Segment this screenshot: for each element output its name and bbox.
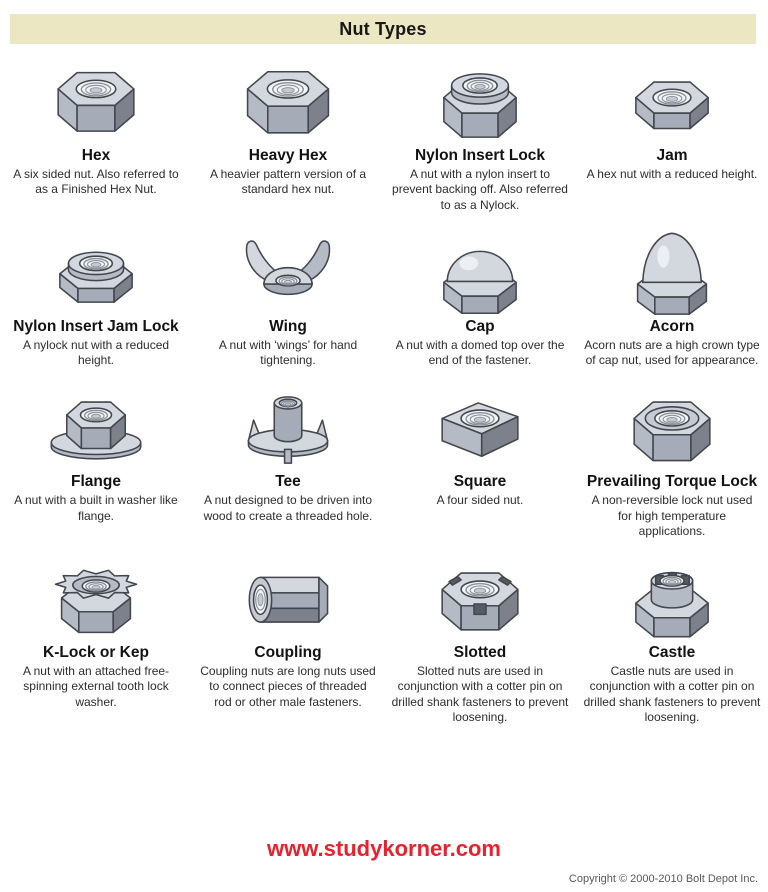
nylon-insert-lock-nut-icon [391,56,569,144]
nut-description: A nut with a built in washer like flange. [14,493,178,523]
nut-name: K-Lock or Kep [43,644,149,662]
nut-description: A nylock nut with a reduced height. [22,337,170,368]
nut-name: Flange [71,473,121,491]
castle-nut-icon [583,553,761,641]
nut-card-castle [576,553,768,725]
nut-description: A nut designed to be driven into wood to create a threaded hole. [203,493,373,523]
nut-description: Acorn nuts are a high crown type of cap nut, used for appearance. [584,337,760,368]
nut-description: Slotted nuts are used in conjunction with a cotter pin on drilled shank fasteners to prevent loosening. [391,664,569,725]
nut-name: Acorn [649,317,695,335]
nut-description: Castle nuts are used in conjunction with a cotter pin on drilled shank fasteners to prevent loosening. [583,664,761,725]
prevailing-torque-lock-nut-icon [583,382,761,470]
nut-card-nylon-insert-jam-lock [0,227,192,369]
nut-name: Nylon Insert Jam Lock [13,317,179,335]
nut-description: Coupling nuts are long nuts used to connect pieces of threaded rod or other male fasteners. [200,664,376,709]
nut-card-flange [0,382,192,539]
nut-description: A nut with a domed top over the end of the fastener. [395,337,565,368]
nut-name: Prevailing Torque Lock [586,473,758,491]
flange-nut-icon [7,382,185,470]
coupling-nut-icon [199,553,377,641]
nut-description: A nut with a nylon insert to prevent backing off. Also referred to as a Nylock. [392,166,568,212]
nut-card-prevailing-torque-lock [576,382,768,539]
slotted-nut-icon [391,553,569,641]
nut-card-k-lock [0,553,192,725]
hex-nut-icon [7,56,185,144]
nut-card-cap [384,227,576,369]
acorn-nut-icon [583,227,761,315]
square-nut-icon [391,382,569,470]
nut-grid [0,56,768,726]
title-bar [10,14,756,44]
nut-name: Nylon Insert Lock [414,147,546,164]
nut-card-square [384,382,576,539]
copyright-text: Copyright © 2000-2010 Bolt Depot Inc. [568,873,758,885]
nut-card-slotted [384,553,576,725]
nut-card-heavy-hex [192,56,384,213]
page-title: Nut Types [339,18,427,39]
nut-name: Square [453,473,507,491]
nut-name: Heavy Hex [248,147,328,164]
wing-nut-icon [199,227,377,315]
tee-nut-icon [199,382,377,470]
nut-card-acorn [576,227,768,369]
k-lock-nut-icon [7,553,185,641]
nut-name: Cap [465,317,495,335]
nut-name: Jam [656,147,688,164]
nut-card-nylon-insert-lock [384,56,576,213]
nut-description: A nut with ‘wings’ for hand tightening. [218,337,358,368]
cap-nut-icon [391,227,569,315]
nut-description: A hex nut with a reduced height. [586,166,758,181]
nut-card-hex [0,56,192,213]
nut-description: A heavier pattern version of a standard hex nut. [209,166,367,197]
nut-name: Wing [269,317,307,335]
nut-name: Slotted [453,644,507,662]
nut-description: A six sided nut. Also referred to as a Finished Hex Nut. [13,166,179,197]
nut-card-wing [192,227,384,369]
website-link[interactable]: www.studykorner.com [267,836,501,861]
nut-description: A nut with an attached free-spinning external tooth lock washer. [22,664,170,709]
nut-name: Hex [81,147,111,164]
nut-name: Tee [275,473,301,491]
jam-nut-icon [583,56,761,144]
nut-card-jam [576,56,768,213]
nut-card-tee [192,382,384,539]
nut-description: A four sided nut. [436,493,524,508]
heavy-hex-nut-icon [199,56,377,144]
nut-description: A non-reversible lock nut used for high temperature applications. [591,493,753,538]
nut-card-coupling [192,553,384,725]
nut-name: Coupling [254,644,322,662]
nylon-insert-jam-lock-nut-icon [7,227,185,315]
nut-name: Castle [648,644,696,662]
